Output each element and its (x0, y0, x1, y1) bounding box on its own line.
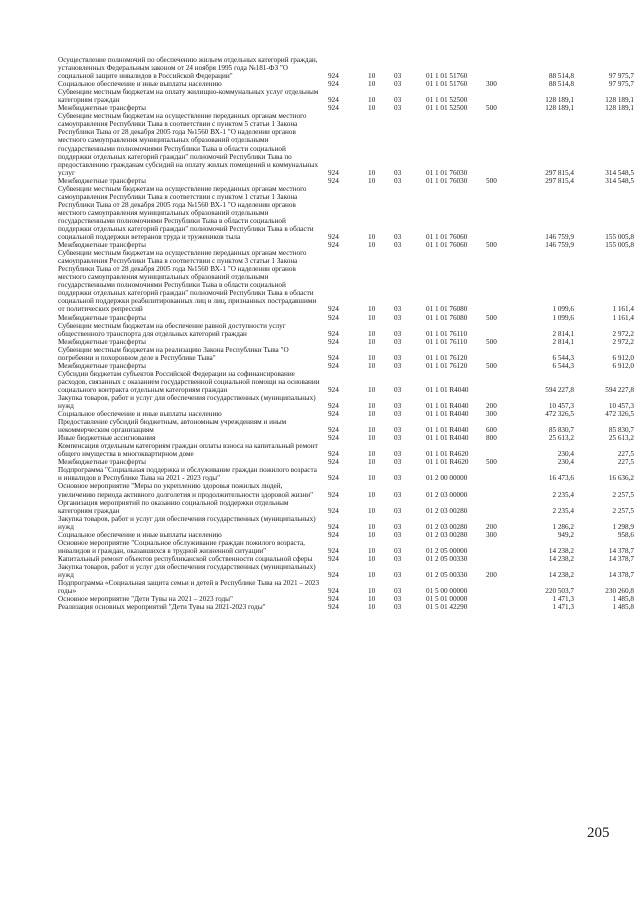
expense-type-code: 500 (486, 241, 497, 250)
amount-year-1: 128 189,1 (545, 104, 574, 113)
admin-code: 924 (328, 72, 339, 81)
target-article-code: 01 1 01 76080 (426, 313, 468, 322)
target-article-code: 01 1 01 76110 (426, 329, 468, 338)
amount-year-1: 472 326,5 (545, 410, 574, 419)
amount-year-2: 155 005,8 (605, 233, 634, 242)
target-article-code: 01 1 01 76030 (426, 176, 468, 185)
table-row (58, 177, 640, 185)
target-article-code: 01 1 01 R4040 (426, 434, 469, 443)
amount-year-2: 2 257,5 (612, 490, 634, 499)
amount-year-1: 1 471,3 (552, 603, 574, 612)
row-name: Межбюджетные трансферты (58, 313, 146, 322)
admin-code: 924 (328, 104, 339, 113)
row-name: Подпрограмма «Социальная защита семьи и детей в Республике Тыва на 2021 – 2023 годы» (58, 579, 320, 596)
admin-code: 924 (328, 458, 339, 467)
subsection-code: 03 (394, 506, 402, 515)
section-code: 10 (368, 450, 376, 459)
expense-type-code (484, 466, 508, 482)
row-name: Подпрограмма "Социальная поддержка и обслуживание граждан пожилого возраста и инвалидов в Республике Тыва на 2021 - 2023 годы" (58, 466, 317, 483)
admin-code: 924 (328, 168, 339, 177)
subsection-code: 03 (394, 241, 402, 250)
amount-year-2: 10 457,3 (608, 402, 634, 411)
amount-year-1: 128 189,1 (545, 96, 574, 105)
row-name: Закупка товаров, работ и услуг для обеспечения государственных (муниципальных) нужд (58, 393, 316, 411)
amount-year-2: 1 485,8 (612, 603, 634, 612)
row-name: Предоставление субсидий бюджетным, автономным учреждениям и иным некоммерческим организациям (58, 418, 287, 435)
subsection-code: 03 (394, 571, 402, 579)
expense-type-code: 200 (486, 522, 497, 531)
section-code: 10 (368, 490, 376, 499)
expense-type-code: 500 (486, 361, 497, 370)
amount-year-1: 6 544,3 (552, 353, 574, 362)
table-row (58, 579, 640, 595)
target-article-code: 01 1 01 R4620 (426, 450, 469, 459)
amount-year-2: 1 298,9 (612, 522, 634, 531)
target-article-code: 01 5 00 00000 (426, 587, 468, 596)
target-article-code: 01 1 01 52500 (426, 96, 468, 105)
admin-code: 924 (328, 434, 339, 443)
expense-type-code (484, 249, 508, 313)
amount-year-1: 14 238,2 (548, 554, 574, 563)
section-code: 10 (368, 176, 376, 185)
amount-year-2: 2 972,2 (612, 329, 634, 338)
expense-type-code: 300 (486, 80, 497, 89)
expense-type-code: 500 (486, 313, 497, 322)
amount-year-1: 2 235,4 (552, 490, 574, 499)
subsection-code: 03 (394, 233, 402, 242)
table-row (58, 346, 640, 362)
section-code: 10 (368, 571, 376, 579)
target-article-code: 01 1 01 51760 (426, 80, 468, 89)
amount-year-1: 146 759,9 (545, 233, 574, 242)
subsection-code: 03 (394, 313, 402, 322)
target-article-code: 01 1 01 76060 (426, 241, 468, 250)
table-row (58, 80, 640, 88)
admin-code: 924 (328, 426, 339, 435)
expense-type-code: 500 (486, 176, 497, 185)
amount-year-2: 2 972,2 (612, 337, 634, 346)
table-row (58, 499, 640, 515)
target-article-code: 01 1 01 R4040 (426, 385, 469, 394)
subsection-code: 03 (394, 72, 402, 81)
amount-year-1: 2 814,1 (552, 329, 574, 338)
amount-year-2: 128 189,1 (605, 96, 634, 105)
row-name: Социальное обеспечение и иные выплаты населению (58, 530, 222, 539)
admin-code: 924 (328, 361, 339, 370)
amount-year-2: 16 636,2 (608, 474, 634, 483)
target-article-code: 01 2 03 00280 (426, 530, 468, 539)
admin-code: 924 (328, 385, 339, 394)
row-name: Социальное обеспечение и иные выплаты населению (58, 80, 222, 89)
expense-type-code (484, 499, 508, 515)
table-row (58, 595, 640, 603)
section-code: 10 (368, 426, 376, 435)
row-name: Социальное обеспечение и иные выплаты населению (58, 410, 222, 419)
section-code: 10 (368, 554, 376, 563)
subsection-code: 03 (394, 402, 402, 411)
row-name: Основное мероприятие "Социальное обслуживание граждан пожилого возраста, инвалидов и граждан, оказавшихся в трудной жизненной ситуации" (58, 538, 305, 555)
row-name: Субвенции местным бюджетам на реализацию Закона Республики Тыва "О погребении и похоронном деле в Республике Тыва" (58, 345, 289, 362)
target-article-code: 01 1 01 R4040 (426, 426, 469, 435)
table-row (58, 539, 640, 555)
amount-year-1: 230,4 (557, 450, 574, 459)
row-name: Иные бюджетные ассигнования (58, 434, 156, 443)
amount-year-1: 6 544,3 (552, 361, 574, 370)
table-row (58, 362, 640, 370)
target-article-code: 01 1 01 76120 (426, 353, 468, 362)
amount-year-1: 1 099,6 (552, 305, 574, 314)
table-row (58, 555, 640, 563)
amount-year-2: 25 613,2 (608, 434, 634, 443)
admin-code: 924 (328, 571, 339, 579)
amount-year-2: 14 378,7 (608, 546, 634, 555)
section-code: 10 (368, 72, 376, 81)
amount-year-1: 14 238,2 (548, 571, 574, 579)
amount-year-1: 1 471,3 (552, 595, 574, 604)
admin-code: 924 (328, 474, 339, 483)
section-code: 10 (368, 410, 376, 419)
subsection-code: 03 (394, 546, 402, 555)
section-code: 10 (368, 474, 376, 483)
amount-year-2: 1 485,8 (612, 595, 634, 604)
target-article-code: 01 2 05 00330 (426, 571, 468, 579)
subsection-code: 03 (394, 104, 402, 113)
row-name: Компенсация отдельным категориям граждан оплаты взноса на капитальный ремонт общего имущества в многоквартирном доме (58, 442, 318, 459)
row-name: Межбюджетные трансферты (58, 104, 146, 113)
target-article-code: 01 5 01 00000 (426, 595, 468, 604)
section-code: 10 (368, 385, 376, 394)
table-row (58, 434, 640, 442)
target-article-code: 01 2 03 00000 (426, 490, 468, 499)
amount-year-2: 230 260,8 (605, 587, 634, 596)
section-code: 10 (368, 233, 376, 242)
table-row (58, 249, 640, 313)
admin-code: 924 (328, 96, 339, 105)
section-code: 10 (368, 361, 376, 370)
amount-year-2: 227,5 (617, 450, 634, 459)
table-row (58, 88, 640, 104)
target-article-code: 01 1 01 52500 (426, 104, 468, 113)
expense-type-code (484, 56, 508, 80)
target-article-code: 01 1 01 51760 (426, 72, 468, 81)
table-row (58, 322, 640, 338)
target-article-code: 01 1 01 76110 (426, 337, 468, 346)
amount-year-1: 85 830,7 (548, 426, 574, 435)
table-row (58, 466, 640, 482)
row-name: Капитальный ремонт объектов республиканской собственности социальной сферы (58, 554, 313, 563)
row-name: Межбюджетные трансферты (58, 361, 146, 370)
subsection-code: 03 (394, 305, 402, 314)
section-code: 10 (368, 353, 376, 362)
target-article-code: 01 2 00 00000 (426, 474, 468, 483)
row-name: Организация мероприятий по оказанию социальной поддержки отдельным категориям граждан (58, 498, 289, 515)
row-name: Осуществление полномочий по обеспечению жильем отдельных категорий граждан, установленных Федеральным законом от 24 ноября 1995 года №181-ФЗ "О социальной защите инвалидов в Российской Федерации" (58, 56, 318, 81)
admin-code: 924 (328, 450, 339, 459)
admin-code: 924 (328, 546, 339, 555)
target-article-code: 01 1 01 R4620 (426, 458, 469, 467)
expense-type-code (484, 88, 508, 104)
section-code: 10 (368, 546, 376, 555)
budget-table-body (58, 56, 640, 611)
amount-year-2: 14 378,7 (608, 554, 634, 563)
expense-type-code (484, 603, 508, 611)
expense-type-code: 600 (486, 426, 497, 435)
row-name: Закупка товаров, работ и услуг для обеспечения государственных (муниципальных) нужд (58, 514, 316, 531)
admin-code: 924 (328, 233, 339, 242)
section-code: 10 (368, 313, 376, 322)
subsection-code: 03 (394, 361, 402, 370)
section-code: 10 (368, 506, 376, 515)
subsection-code: 03 (394, 176, 402, 185)
subsection-code: 03 (394, 329, 402, 338)
row-name: Основное мероприятие "Дети Тувы на 2021 – 2023 годы" (58, 595, 233, 604)
section-code: 10 (368, 434, 376, 443)
subsection-code: 03 (394, 385, 402, 394)
expense-type-code: 500 (486, 337, 497, 346)
table-row (58, 394, 640, 410)
section-code: 10 (368, 337, 376, 346)
expense-type-code (484, 539, 508, 555)
admin-code: 924 (328, 587, 339, 596)
amount-year-2: 594 227,8 (605, 385, 634, 394)
page-number: 205 (587, 825, 610, 841)
amount-year-1: 25 613,2 (548, 434, 574, 443)
amount-year-1: 2 814,1 (552, 337, 574, 346)
amount-year-1: 1 099,6 (552, 313, 574, 322)
expense-type-code (484, 112, 508, 176)
table-row (58, 338, 640, 346)
amount-year-1: 10 457,3 (548, 402, 574, 411)
amount-year-1: 88 514,8 (548, 80, 574, 89)
subsection-code: 03 (394, 474, 402, 483)
amount-year-1: 16 473,6 (548, 474, 574, 483)
expense-type-code (484, 482, 508, 498)
expense-type-code (484, 322, 508, 338)
section-code: 10 (368, 603, 376, 612)
amount-year-1: 220 503,7 (545, 587, 574, 596)
expense-type-code (484, 370, 508, 394)
table-row (58, 531, 640, 539)
subsection-code: 03 (394, 337, 402, 346)
subsection-code: 03 (394, 587, 402, 596)
row-name: Субсидии бюджетам субъектов Российской Федерации на софинансирование расходов, связанных с оказанием государственной социальной помощи на основании социального контракта отдельным категориям граждан (58, 369, 320, 394)
expense-type-code (484, 555, 508, 563)
expense-type-code (484, 185, 508, 241)
expense-type-code (484, 346, 508, 362)
table-row (58, 104, 640, 112)
expense-type-code (484, 442, 508, 458)
subsection-code: 03 (394, 450, 402, 459)
amount-year-1: 146 759,9 (545, 241, 574, 250)
amount-year-2: 1 161,4 (612, 305, 634, 314)
admin-code: 924 (328, 603, 339, 612)
subsection-code: 03 (394, 595, 402, 604)
row-name: Основное мероприятие "Меры по укреплению здоровья пожилых людей, увеличению периода активного долголетия и продолжительности здоровой жизни" (58, 482, 314, 499)
admin-code: 924 (328, 530, 339, 539)
target-article-code: 01 2 03 00280 (426, 506, 468, 515)
table-row (58, 482, 640, 498)
amount-year-2: 314 548,5 (605, 176, 634, 185)
budget-table (58, 56, 640, 611)
row-name: Субвенции местным бюджетам на оплату жилищно-коммунальных услуг отдельным категориям граждан (58, 88, 319, 105)
subsection-code: 03 (394, 522, 402, 531)
table-row (58, 603, 640, 611)
table-row (58, 314, 640, 322)
subsection-code: 03 (394, 80, 402, 89)
section-code: 10 (368, 80, 376, 89)
admin-code: 924 (328, 337, 339, 346)
admin-code: 924 (328, 490, 339, 499)
amount-year-2: 2 257,5 (612, 506, 634, 515)
table-row (58, 241, 640, 249)
row-name: Межбюджетные трансферты (58, 241, 146, 250)
target-article-code: 01 2 03 00280 (426, 522, 468, 531)
section-code: 10 (368, 458, 376, 467)
expense-type-code: 800 (486, 434, 497, 443)
target-article-code: 01 1 01 R4040 (426, 402, 469, 411)
section-code: 10 (368, 168, 376, 177)
amount-year-1: 1 286,2 (552, 522, 574, 531)
target-article-code: 01 1 01 R4040 (426, 410, 469, 419)
amount-year-1: 2 235,4 (552, 506, 574, 515)
subsection-code: 03 (394, 530, 402, 539)
expense-type-code: 500 (486, 104, 497, 113)
admin-code: 924 (328, 329, 339, 338)
table-row (58, 410, 640, 418)
section-code: 10 (368, 241, 376, 250)
amount-year-1: 297 815,4 (545, 176, 574, 185)
admin-code: 924 (328, 595, 339, 604)
amount-year-2: 128 189,1 (605, 104, 634, 113)
admin-code: 924 (328, 241, 339, 250)
subsection-code: 03 (394, 426, 402, 435)
subsection-code: 03 (394, 603, 402, 612)
amount-year-2: 6 912,0 (612, 361, 634, 370)
table-row (58, 442, 640, 458)
row-name: Реализация основных мероприятий "Дети Тувы на 2021-2023 годы" (58, 603, 266, 612)
row-name: Межбюджетные трансферты (58, 458, 146, 467)
table-row (58, 418, 640, 434)
admin-code: 924 (328, 402, 339, 411)
section-code: 10 (368, 104, 376, 113)
admin-code: 924 (328, 80, 339, 89)
table-row (58, 458, 640, 466)
amount-year-1: 14 238,2 (548, 546, 574, 555)
expense-type-code (484, 595, 508, 603)
table-row (58, 56, 640, 80)
table-row (58, 563, 640, 579)
subsection-code: 03 (394, 434, 402, 443)
subsection-code: 03 (394, 353, 402, 362)
admin-code: 924 (328, 410, 339, 419)
table-row (58, 515, 640, 531)
row-name: Межбюджетные трансферты (58, 337, 146, 346)
section-code: 10 (368, 522, 376, 531)
amount-year-2: 227,5 (617, 458, 634, 467)
admin-code: 924 (328, 522, 339, 531)
amount-year-2: 1 161,4 (612, 313, 634, 322)
target-article-code: 01 1 01 76030 (426, 168, 468, 177)
expense-type-code: 200 (486, 571, 497, 579)
amount-year-2: 314 548,5 (605, 168, 634, 177)
admin-code: 924 (328, 554, 339, 563)
section-code: 10 (368, 587, 376, 596)
admin-code: 924 (328, 353, 339, 362)
subsection-code: 03 (394, 168, 402, 177)
section-code: 10 (368, 305, 376, 314)
section-code: 10 (368, 329, 376, 338)
section-code: 10 (368, 402, 376, 411)
expense-type-code: 200 (486, 402, 497, 411)
section-code: 10 (368, 530, 376, 539)
target-article-code: 01 5 01 42290 (426, 603, 468, 612)
amount-year-2: 14 378,7 (608, 571, 634, 579)
amount-year-1: 88 514,8 (548, 72, 574, 81)
target-article-code: 01 1 01 76080 (426, 305, 468, 314)
amount-year-2: 85 830,7 (608, 426, 634, 435)
target-article-code: 01 1 01 76120 (426, 361, 468, 370)
amount-year-2: 472 326,5 (605, 410, 634, 419)
amount-year-2: 97 975,7 (608, 80, 634, 89)
admin-code: 924 (328, 176, 339, 185)
target-article-code: 01 2 05 00330 (426, 554, 468, 563)
amount-year-2: 6 912,0 (612, 353, 634, 362)
admin-code: 924 (328, 313, 339, 322)
amount-year-1: 297 815,4 (545, 168, 574, 177)
expense-type-code: 300 (486, 530, 497, 539)
amount-year-1: 230,4 (557, 458, 574, 467)
subsection-code: 03 (394, 554, 402, 563)
admin-code: 924 (328, 506, 339, 515)
table-row (58, 370, 640, 394)
amount-year-2: 958,6 (617, 530, 634, 539)
row-name: Субвенции местным бюджетам на осуществление переданных органам местного самоуправления Республики Тыва в соответствии с пунктом 1 статьи 1 Закона Республики Тыва от 28 декабря 2005 года №1560 ВХ-1 "О наделении органов местного самоуправления муниципальных образований отдельными государственными полномочиями Республики Тыва в области социальной поддержки отдельных категорий граждан" полномочий Республики Тыва в области социальной поддержки ветеранов труда и тружеников тыла (58, 184, 314, 242)
row-name: Субвенции местным бюджетам на обеспечение равной доступности услуг общественного транспорта для отдельных категорий граждан (58, 321, 286, 338)
section-code: 10 (368, 595, 376, 604)
row-name: Межбюджетные трансферты (58, 176, 146, 185)
amount-year-2: 97 975,7 (608, 72, 634, 81)
section-code: 10 (368, 96, 376, 105)
subsection-code: 03 (394, 458, 402, 467)
expense-type-code: 500 (486, 458, 497, 467)
expense-type-code: 300 (486, 410, 497, 419)
subsection-code: 03 (394, 410, 402, 419)
row-name: Закупка товаров, работ и услуг для обеспечения государственных (муниципальных) нужд (58, 562, 316, 579)
subsection-code: 03 (394, 490, 402, 499)
amount-year-2: 155 005,8 (605, 241, 634, 250)
table-row (58, 112, 640, 176)
table-row (58, 185, 640, 241)
subsection-code: 03 (394, 96, 402, 105)
row-name: Субвенции местным бюджетам на осуществление переданных органам местного самоуправления Республики Тыва в соответствии с пунктом 3 статьи 1 Закона Республики Тыва от 28 декабря 2005 года №1560 ВХ-1 "О наделении органов местного самоуправления муниципальных образований отдельными государственными полномочиями Республики Тыва в области социальной поддержки отдельных категорий граждан" полномочий Республики Тыва в области социальной поддержки реабилитированных лиц и лиц, признанных пострадавшими от политических репрессий (58, 249, 317, 314)
target-article-code: 01 1 01 76060 (426, 233, 468, 242)
amount-year-1: 594 227,8 (545, 385, 574, 394)
target-article-code: 01 2 05 00000 (426, 546, 468, 555)
row-name: Субвенции местным бюджетам на осуществление переданных органам местного самоуправления Республики Тыва в соответствии с пунктом 5 статьи 1 Закона Республики Тыва от 28 декабря 2005 года №1560 ВХ-1 "О наделении органов местного самоуправления муниципальных образований отдельными государственными полномочиями Республики Тыва в области социальной поддержки отдельных категорий граждан" полномочий Республики Тыва по предоставлению гражданам субсидий на оплату жилых помещений и коммунальных услуг (58, 112, 319, 177)
expense-type-code (484, 579, 508, 595)
admin-code: 924 (328, 305, 339, 314)
amount-year-1: 949,2 (557, 530, 574, 539)
